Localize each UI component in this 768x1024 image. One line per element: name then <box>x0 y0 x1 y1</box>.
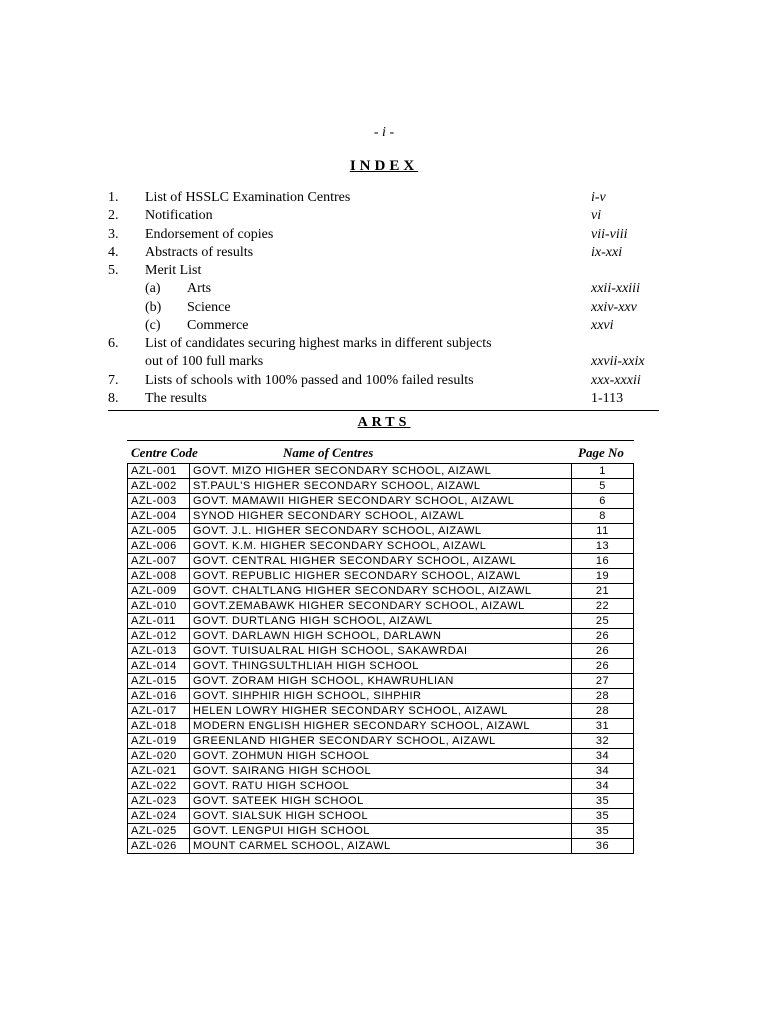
centre-name-cell: GOVT. DARLAWN HIGH SCHOOL, DARLAWN <box>190 629 572 644</box>
page-no-cell: 31 <box>572 719 634 734</box>
index-item-number: 3. <box>108 227 119 242</box>
centre-code-cell: AZL-005 <box>128 524 190 539</box>
page-no-cell: 34 <box>572 749 634 764</box>
table-row <box>128 539 634 554</box>
index-item-number: 4. <box>108 245 119 260</box>
index-item-page: xxvi <box>591 318 614 333</box>
page-no-cell: 13 <box>572 539 634 554</box>
table-row <box>128 689 634 704</box>
index-item-page: vi <box>591 208 602 223</box>
index-item-text: Notification <box>145 208 213 223</box>
centre-code-cell: AZL-016 <box>128 689 190 704</box>
index-item-number: 5. <box>108 263 119 278</box>
table-row <box>128 644 634 659</box>
index-item <box>0 226 768 244</box>
table-row <box>128 674 634 689</box>
centre-name-cell: GOVT. CENTRAL HIGHER SECONDARY SCHOOL, AIZAWL <box>190 554 572 569</box>
index-item-number: (a) <box>145 281 161 296</box>
page-no-cell: 11 <box>572 524 634 539</box>
centre-code-cell: AZL-024 <box>128 809 190 824</box>
index-item-number: 7. <box>108 373 119 388</box>
index-item <box>0 244 768 262</box>
table-row <box>128 794 634 809</box>
header-name-of-centres: Name of Centres <box>283 445 374 460</box>
centre-code-cell: AZL-022 <box>128 779 190 794</box>
centre-name-cell: GOVT. ZORAM HIGH SCHOOL, KHAWRUHLIAN <box>190 674 572 689</box>
table-row <box>128 569 634 584</box>
index-item-text: Science <box>187 300 231 315</box>
index-item <box>0 262 768 280</box>
centre-code-cell: AZL-011 <box>128 614 190 629</box>
table-row <box>128 629 634 644</box>
index-item-number: 6. <box>108 336 119 351</box>
index-item-text: The results <box>145 391 207 406</box>
centre-code-cell: AZL-023 <box>128 794 190 809</box>
index-item-text: Merit List <box>145 263 202 278</box>
centre-name-cell: SYNOD HIGHER SECONDARY SCHOOL, AIZAWL <box>190 509 572 524</box>
index-item-page: i-v <box>591 190 606 205</box>
page-no-cell: 35 <box>572 794 634 809</box>
index-item-number: 8. <box>108 391 119 406</box>
page-no-cell: 34 <box>572 779 634 794</box>
centre-name-cell: GOVT.ZEMABAWK HIGHER SECONDARY SCHOOL, AIZAWL <box>190 599 572 614</box>
page-no-cell: 27 <box>572 674 634 689</box>
table-row <box>128 509 634 524</box>
centre-code-cell: AZL-020 <box>128 749 190 764</box>
centre-name-cell: GOVT. MAMAWII HIGHER SECONDARY SCHOOL, AIZAWL <box>190 494 572 509</box>
table-row <box>128 839 634 854</box>
page-number: - i - <box>373 125 395 140</box>
centre-code-cell: AZL-004 <box>128 509 190 524</box>
index-item-text: Lists of schools with 100% passed and 100% failed results <box>145 373 474 388</box>
centre-name-cell: GOVT. REPUBLIC HIGHER SECONDARY SCHOOL, AIZAWL <box>190 569 572 584</box>
centre-name-cell: GOVT. RATU HIGH SCHOOL <box>190 779 572 794</box>
index-item <box>0 207 768 225</box>
table-row <box>128 584 634 599</box>
centre-name-cell: GOVT. MIZO HIGHER SECONDARY SCHOOL, AIZAWL <box>190 464 572 479</box>
centre-code-cell: AZL-017 <box>128 704 190 719</box>
table-row <box>128 734 634 749</box>
table-row <box>128 704 634 719</box>
index-item <box>0 335 768 353</box>
page-no-cell: 26 <box>572 659 634 674</box>
centre-name-cell: GOVT. J.L. HIGHER SECONDARY SCHOOL, AIZAWL <box>190 524 572 539</box>
index-item <box>0 353 768 371</box>
index-item-page: ix-xxi <box>591 245 623 260</box>
index-item-number: (c) <box>145 318 161 333</box>
centre-code-cell: AZL-019 <box>128 734 190 749</box>
table-row <box>128 464 634 479</box>
centre-name-cell: GOVT. SAIRANG HIGH SCHOOL <box>190 764 572 779</box>
centre-code-cell: AZL-014 <box>128 659 190 674</box>
index-item-page: 1-113 <box>591 391 624 406</box>
table-row <box>128 779 634 794</box>
centre-code-cell: AZL-003 <box>128 494 190 509</box>
centre-code-cell: AZL-001 <box>128 464 190 479</box>
centre-code-cell: AZL-015 <box>128 674 190 689</box>
centre-name-cell: GOVT. LENGPUI HIGH SCHOOL <box>190 824 572 839</box>
index-item <box>0 299 768 317</box>
index-item <box>0 189 768 207</box>
index-item-number: 1. <box>108 190 119 205</box>
centre-name-cell: GOVT. DURTLANG HIGH SCHOOL, AIZAWL <box>190 614 572 629</box>
page-no-cell: 34 <box>572 764 634 779</box>
page-no-cell: 36 <box>572 839 634 854</box>
page-no-cell: 28 <box>572 704 634 719</box>
page-no-cell: 5 <box>572 479 634 494</box>
index-item-number: 2. <box>108 208 119 223</box>
centre-code-cell: AZL-006 <box>128 539 190 554</box>
centre-name-cell: GOVT. K.M. HIGHER SECONDARY SCHOOL, AIZAWL <box>190 539 572 554</box>
index-item-text: Commerce <box>187 318 249 333</box>
table-row <box>128 749 634 764</box>
index-item <box>0 372 768 390</box>
centre-code-cell: AZL-025 <box>128 824 190 839</box>
page-no-cell: 35 <box>572 824 634 839</box>
index-item-text: Endorsement of copies <box>145 227 274 242</box>
table-row <box>128 599 634 614</box>
page-no-cell: 6 <box>572 494 634 509</box>
centre-name-cell: GREENLAND HIGHER SECONDARY SCHOOL, AIZAWL <box>190 734 572 749</box>
table-row <box>128 524 634 539</box>
centres-table-header <box>127 440 634 464</box>
page-no-cell: 25 <box>572 614 634 629</box>
header-page-no: Page No <box>578 445 624 460</box>
index-item-page: xxii-xxiii <box>591 281 640 296</box>
centre-code-cell: AZL-007 <box>128 554 190 569</box>
index-item-page: xxiv-xxv <box>591 300 637 315</box>
index-item-text: Abstracts of results <box>145 245 254 260</box>
centre-name-cell: GOVT. THINGSULTHLIAH HIGH SCHOOL <box>190 659 572 674</box>
page-no-cell: 22 <box>572 599 634 614</box>
arts-title: ARTS <box>357 415 411 430</box>
index-item-text: List of candidates securing highest marks in different subjects <box>145 336 492 351</box>
centre-name-cell: ST.PAUL'S HIGHER SECONDARY SCHOOL, AIZAWL <box>190 479 572 494</box>
table-row <box>128 659 634 674</box>
index-item-text: List of HSSLC Examination Centres <box>145 190 351 205</box>
index-item-number: (b) <box>145 300 162 315</box>
table-row <box>128 479 634 494</box>
page-no-cell: 28 <box>572 689 634 704</box>
index-title: INDEX <box>349 158 419 174</box>
centre-name-cell: GOVT. SATEEK HIGH SCHOOL <box>190 794 572 809</box>
table-row <box>128 494 634 509</box>
index-item <box>0 390 768 408</box>
centre-code-cell: AZL-026 <box>128 839 190 854</box>
page-no-cell: 19 <box>572 569 634 584</box>
page-no-cell: 32 <box>572 734 634 749</box>
index-item-text: out of 100 full marks <box>145 354 264 369</box>
centre-name-cell: GOVT. SIALSUK HIGH SCHOOL <box>190 809 572 824</box>
centre-name-cell: GOVT. ZOHMUN HIGH SCHOOL <box>190 749 572 764</box>
centres-table <box>127 463 634 854</box>
table-row <box>128 719 634 734</box>
page-no-cell: 26 <box>572 629 634 644</box>
page-no-cell: 35 <box>572 809 634 824</box>
table-row <box>128 764 634 779</box>
section-divider <box>108 410 659 411</box>
page-no-cell: 21 <box>572 584 634 599</box>
index-item-text: Arts <box>187 281 212 296</box>
table-row <box>128 809 634 824</box>
centre-name-cell: MOUNT CARMEL SCHOOL, AIZAWL <box>190 839 572 854</box>
centre-code-cell: AZL-002 <box>128 479 190 494</box>
page-no-cell: 26 <box>572 644 634 659</box>
index-item-page: xxvii-xxix <box>591 354 645 369</box>
centre-name-cell: GOVT. CHALTLANG HIGHER SECONDARY SCHOOL, AIZAWL <box>190 584 572 599</box>
page-no-cell: 1 <box>572 464 634 479</box>
page-no-cell: 16 <box>572 554 634 569</box>
centre-code-cell: AZL-010 <box>128 599 190 614</box>
index-item <box>0 280 768 298</box>
index-item <box>0 317 768 335</box>
index-item-page: vii-viii <box>591 227 628 242</box>
centre-name-cell: HELEN LOWRY HIGHER SECONDARY SCHOOL, AIZAWL <box>190 704 572 719</box>
page-no-cell: 8 <box>572 509 634 524</box>
centre-name-cell: GOVT. TUISUALRAL HIGH SCHOOL, SAKAWRDAI <box>190 644 572 659</box>
centre-code-cell: AZL-013 <box>128 644 190 659</box>
table-row <box>128 554 634 569</box>
centre-code-cell: AZL-018 <box>128 719 190 734</box>
centre-code-cell: AZL-008 <box>128 569 190 584</box>
centre-name-cell: MODERN ENGLISH HIGHER SECONDARY SCHOOL, AIZAWL <box>190 719 572 734</box>
table-row <box>128 614 634 629</box>
table-row <box>128 824 634 839</box>
centre-code-cell: AZL-012 <box>128 629 190 644</box>
header-centre-code: Centre Code <box>131 445 198 460</box>
centre-code-cell: AZL-021 <box>128 764 190 779</box>
index-item-page: xxx-xxxii <box>591 373 641 388</box>
centre-code-cell: AZL-009 <box>128 584 190 599</box>
centre-name-cell: GOVT. SIHPHIR HIGH SCHOOL, SIHPHIR <box>190 689 572 704</box>
